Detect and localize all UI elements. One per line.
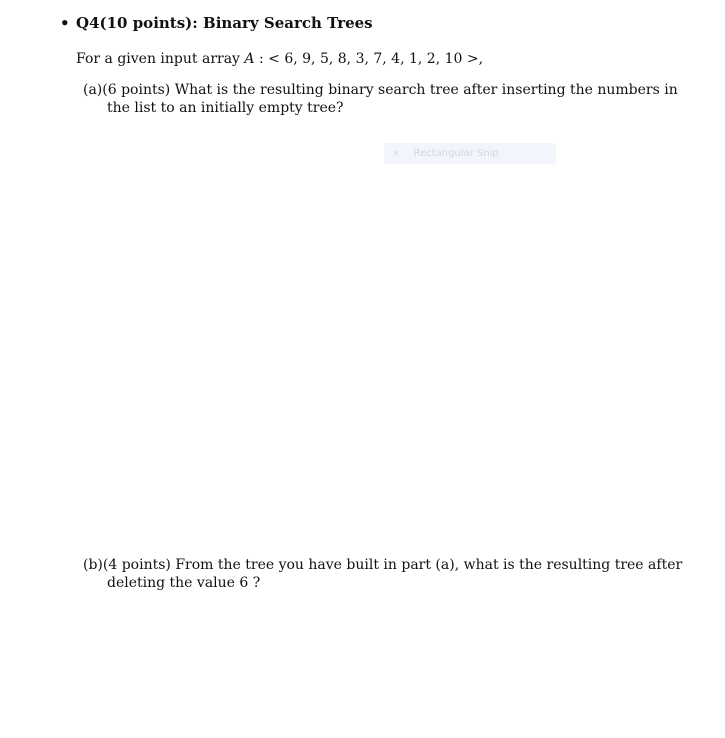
intro-prefix: For a given input array [76,51,245,67]
rectangular-snip-overlay[interactable] [384,143,556,164]
scissors-icon: ✕ [392,148,400,159]
question-title [60,14,373,32]
array-colon: : [254,51,269,67]
question-title-text: Q4(10 points): Binary Search Trees [76,14,373,32]
array-values: < 6, 9, 5, 8, 3, 7, 4, 1, 2, 10 >, [268,51,484,67]
snip-label: Rectangular Snip [413,148,499,159]
part-a-question: (a)(6 points) What is the resulting binary search tree after inserting the numbers in the list to an initially empty tree? [83,82,678,116]
array-expression [244,51,483,67]
intro-line [76,51,483,67]
array-variable: A [244,51,255,67]
bullet: • [60,14,70,32]
part-b-question: (b)(4 points) From the tree you have built in part (a), what is the resulting tree after deleting the value 6 ? [83,557,683,591]
